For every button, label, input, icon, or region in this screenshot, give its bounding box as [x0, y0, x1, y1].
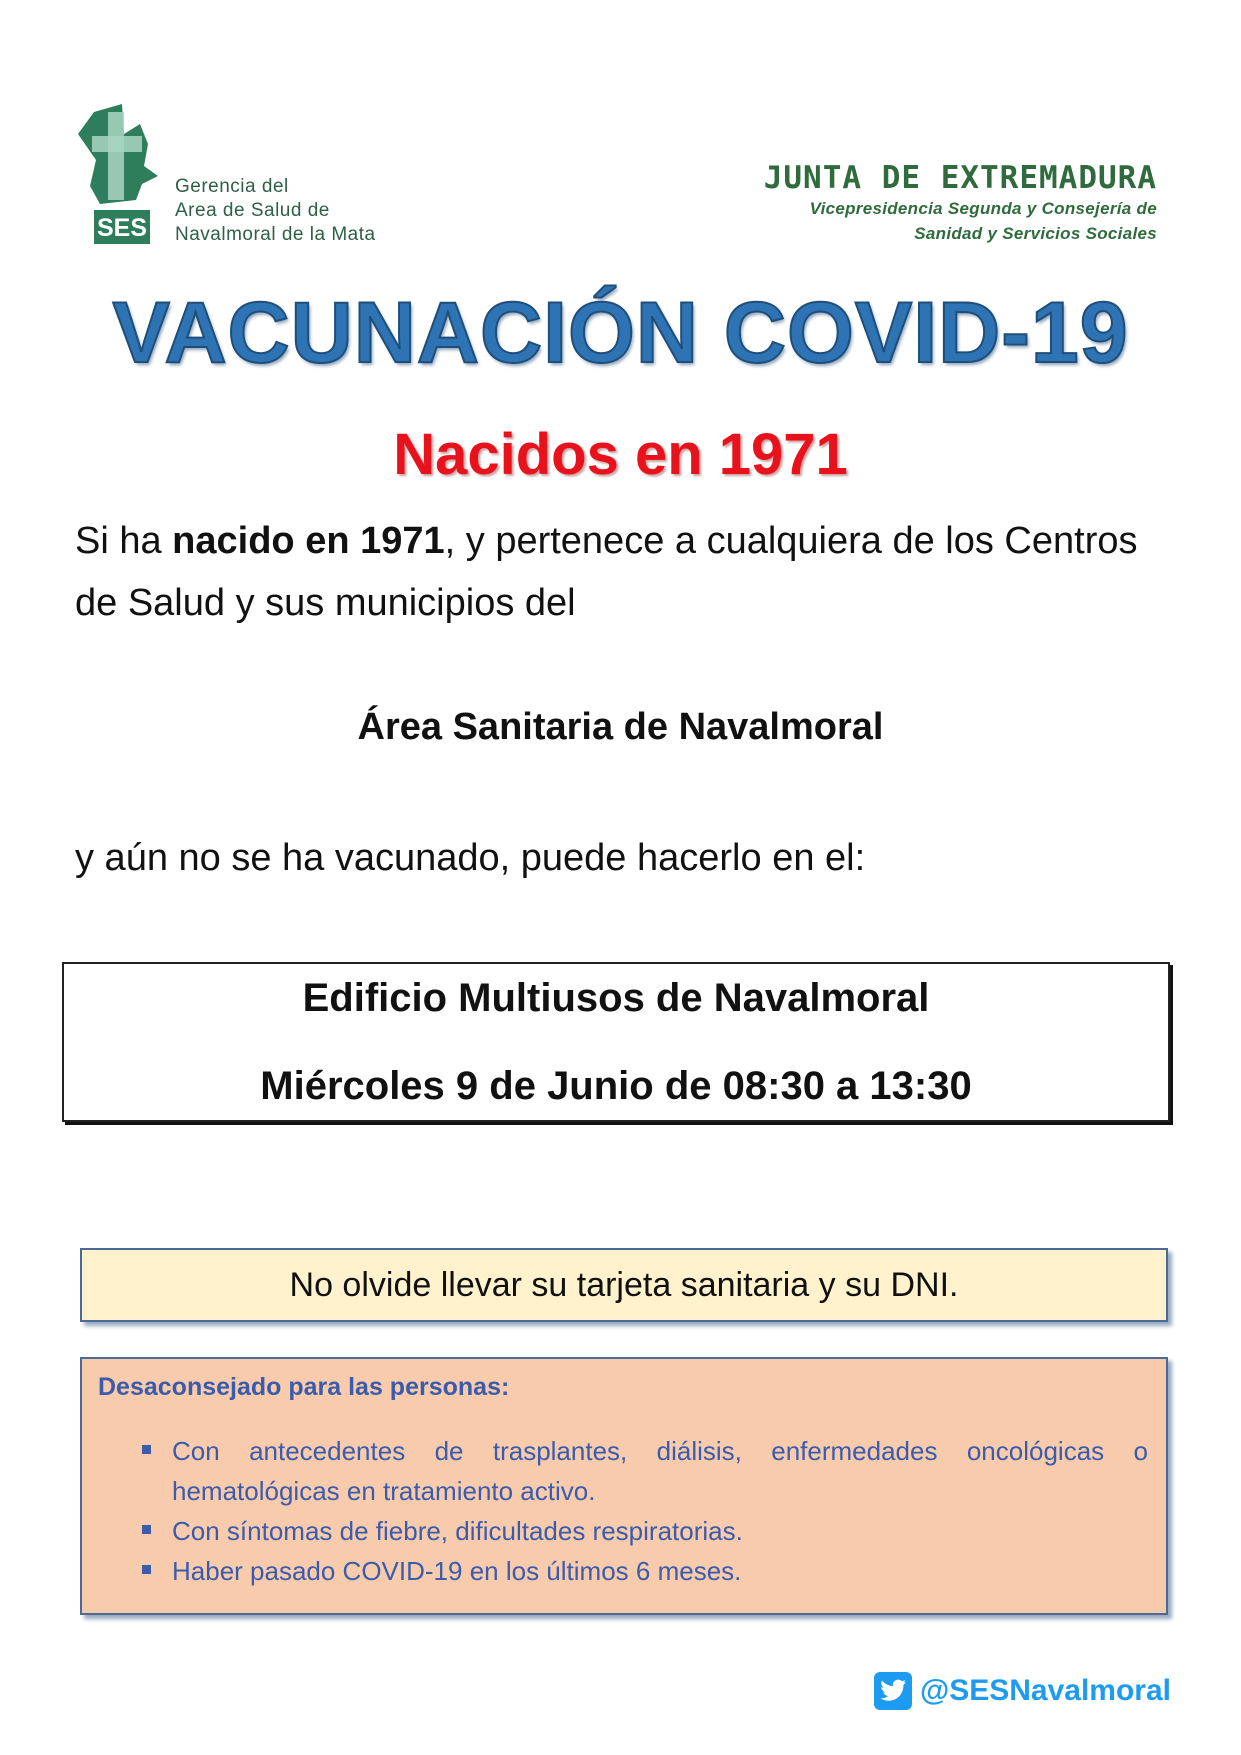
ses-caption-line: Gerencia del: [175, 176, 289, 197]
page-subtitle: Nacidos en 1971: [393, 422, 848, 487]
bullet-icon: [142, 1525, 151, 1534]
bullet-icon: [142, 1445, 151, 1454]
ses-caption-line: Area de Salud de: [175, 200, 330, 221]
venue-datetime: Miércoles 9 de Junio de 08:30 a 13:30: [260, 1064, 972, 1108]
svg-text:SES: SES: [96, 214, 148, 242]
warning-title: Desaconsejado para las personas:: [98, 1373, 510, 1401]
venue-name: Edificio Multiusos de Navalmoral: [302, 976, 930, 1020]
reminder-box: No olvide llevar su tarjeta sanitaria y su DNI.: [80, 1248, 1168, 1322]
page-title: VACUNACIÓN COVID-19: [112, 285, 1129, 381]
ses-logo: [74, 100, 174, 250]
junta-subtitle-2: Sanidad y Servicios Sociales: [914, 224, 1157, 243]
intro-bold: nacido en 1971: [172, 520, 445, 562]
vaccinate-note: y aún no se ha vacunado, puede hacerlo en el:: [75, 837, 866, 879]
bullet-icon: [142, 1565, 151, 1574]
intro-paragraph: [75, 510, 1175, 634]
area-name: Área Sanitaria de Navalmoral: [357, 706, 884, 748]
warning-item-text: Con antecedentes de trasplantes, diálisis, enfermedades oncológicas o hematológicas en tratamiento activo.: [172, 1436, 1148, 1506]
junta-title: JUNTA DE EXTREMADURA: [763, 160, 1157, 196]
junta-subtitle-1: Vicepresidencia Segunda y Consejería de: [809, 199, 1157, 218]
ses-caption-line: Navalmoral de la Mata: [175, 224, 376, 245]
warning-box: [80, 1357, 1168, 1615]
warning-list: [98, 1431, 1148, 1591]
twitter-link[interactable]: [874, 1672, 1171, 1710]
warning-item: [98, 1551, 1148, 1591]
warning-item-text: Con síntomas de fiebre, dificultades respiratorias.: [172, 1516, 743, 1546]
venue-box: [62, 962, 1170, 1122]
warning-item: [98, 1511, 1148, 1551]
twitter-handle[interactable]: @SESNavalmoral: [919, 1674, 1171, 1707]
twitter-icon: [874, 1672, 912, 1710]
junta-header: [764, 160, 1157, 246]
intro-text-1: Si ha: [75, 520, 173, 562]
ses-caption: [175, 175, 376, 247]
warning-item: [98, 1431, 1148, 1511]
warning-item-text: Haber pasado COVID-19 en los últimos 6 meses.: [172, 1556, 742, 1586]
intro-text-2: , y pertenece a cualquiera de los Centros de Salud y sus municipios del: [75, 520, 1138, 624]
